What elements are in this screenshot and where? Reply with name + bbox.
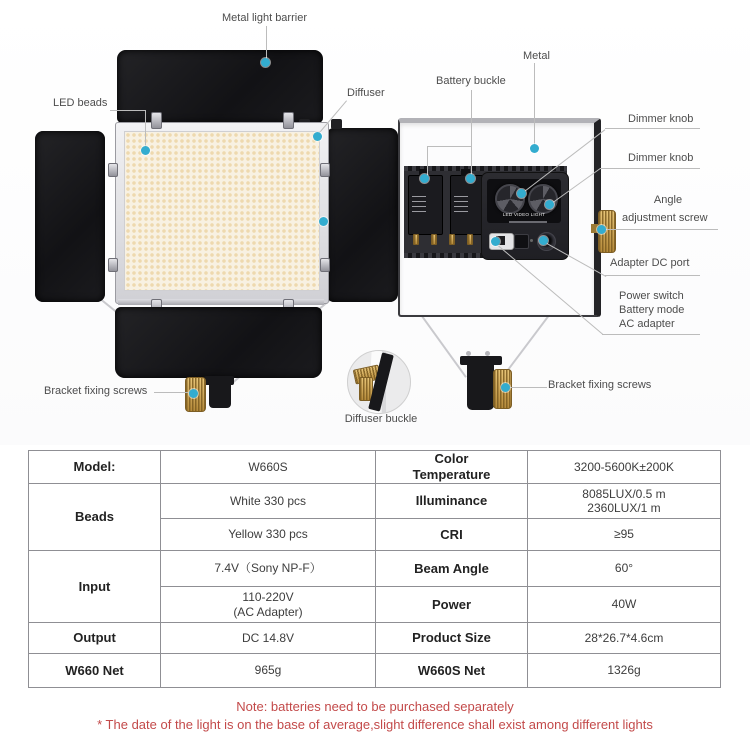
callout-dot-metal-light-barrier bbox=[261, 58, 270, 67]
label-bracket-fixing-screws-left: Bracket fixing screws bbox=[44, 385, 148, 397]
bracket-plate-back bbox=[460, 356, 502, 365]
hinge-clip bbox=[283, 112, 294, 129]
bracket-screw-head bbox=[466, 351, 471, 356]
spec-output-label: Output bbox=[29, 623, 161, 654]
callout-dot-diffuser bbox=[313, 132, 322, 141]
callout-dot-led-beads bbox=[141, 146, 150, 155]
spec-input-value-2-line1: 110-220V bbox=[242, 590, 294, 605]
leader-line bbox=[600, 168, 700, 169]
spec-cri-label: CRI bbox=[376, 519, 528, 551]
hinge-clip bbox=[151, 112, 162, 129]
spec-w660s-net-label: W660S Net bbox=[376, 654, 528, 688]
table-row bbox=[29, 484, 721, 519]
bracket-screw-head bbox=[485, 351, 490, 356]
leader-line bbox=[427, 146, 428, 176]
label-metal-light-barrier: Metal light barrier bbox=[222, 12, 307, 24]
spec-model-value: W660S bbox=[161, 451, 376, 484]
battery-contact-pin bbox=[431, 234, 437, 245]
callout-dot-bracket-left bbox=[189, 389, 198, 398]
callout-dot-bracket-right bbox=[501, 383, 510, 392]
spec-beam-angle-value: 60° bbox=[528, 551, 721, 587]
leader-line bbox=[509, 387, 547, 388]
note-disclaimer: * The date of the light is on the base of average,slight difference shall exist among different lights bbox=[97, 717, 653, 732]
label-battery-buckle: Battery buckle bbox=[436, 75, 506, 87]
battery-plate-print bbox=[412, 196, 426, 213]
callout-dot-diffuser-buckle bbox=[319, 217, 328, 226]
leader-line bbox=[154, 392, 188, 393]
spec-w660-net-value: 965g bbox=[161, 654, 376, 688]
barn-door-right-tab bbox=[331, 119, 342, 129]
spec-product-size-label: Product Size bbox=[376, 623, 528, 654]
label-led-beads: LED beads bbox=[53, 97, 108, 109]
spec-w660-net-label: W660 Net bbox=[29, 654, 161, 688]
callout-dot-dimmer-2 bbox=[545, 200, 554, 209]
leader-line bbox=[145, 110, 146, 147]
mode-rocker[interactable] bbox=[514, 234, 529, 249]
spec-illuminance-value bbox=[528, 484, 721, 519]
spec-input-value-1: 7.4V（Sony NP-F） bbox=[161, 551, 376, 587]
label-power-switch: Power switch bbox=[619, 290, 684, 302]
note-batteries: Note: batteries need to be purchased separately bbox=[236, 699, 514, 714]
spec-beads-label: Beads bbox=[29, 484, 161, 551]
spec-input-value-2 bbox=[161, 587, 376, 623]
label-dimmer-knob-1: Dimmer knob bbox=[628, 113, 694, 125]
leader-line bbox=[534, 63, 535, 147]
label-diffuser: Diffuser bbox=[347, 87, 385, 99]
spec-beads-yellow: Yellow 330 pcs bbox=[161, 519, 376, 551]
spec-power-value: 40W bbox=[528, 587, 721, 623]
hinge-clip bbox=[320, 258, 330, 272]
battery-contact-pin bbox=[467, 234, 473, 245]
spec-product-size-value: 28*26.7*4.6cm bbox=[528, 623, 721, 654]
leader-line bbox=[427, 146, 471, 147]
spec-cri-value: ≥95 bbox=[528, 519, 721, 551]
hinge-clip bbox=[108, 258, 118, 272]
spec-w660s-net-value: 1326g bbox=[528, 654, 721, 688]
callout-dot-power-switch bbox=[491, 237, 500, 246]
panel-brand-text: LED VIDEO LIGHT bbox=[502, 212, 546, 218]
battery-plate-print bbox=[454, 196, 468, 213]
bracket-stem-back bbox=[467, 365, 494, 410]
spec-color-temp-label bbox=[376, 451, 528, 484]
label-angle-line2: adjustment screw bbox=[622, 212, 708, 224]
bracket-stem-front bbox=[209, 385, 231, 408]
callout-dot-battery-buckle-1 bbox=[420, 174, 429, 183]
spec-beads-white: White 330 pcs bbox=[161, 484, 376, 519]
table-row bbox=[29, 654, 721, 688]
diffuser-buckle-magnifier bbox=[347, 350, 411, 414]
heatsink-fins-top bbox=[404, 166, 567, 171]
spec-beam-angle-label: Beam Angle bbox=[376, 551, 528, 587]
leader-line bbox=[110, 110, 146, 111]
callout-dot-dc-port bbox=[539, 236, 548, 245]
spec-input-label: Input bbox=[29, 551, 161, 623]
spec-power-label: Power bbox=[376, 587, 528, 623]
spec-model-label: Model: bbox=[29, 451, 161, 484]
leader-line bbox=[606, 229, 718, 230]
spec-color-temp-label-line1: Color bbox=[434, 451, 469, 467]
spec-illuminance-label: Illuminance bbox=[376, 484, 528, 519]
spec-output-value: DC 14.8V bbox=[161, 623, 376, 654]
spec-input-value-2-line2: (AC Adapter) bbox=[233, 604, 303, 619]
battery-contact-pin bbox=[449, 234, 455, 245]
spec-color-temp-label-line2: Temperature bbox=[412, 467, 491, 482]
label-adapter-dc-port: Adapter DC port bbox=[610, 257, 690, 269]
callout-dot-battery-buckle-2 bbox=[466, 174, 475, 183]
indicator-dot bbox=[530, 239, 533, 242]
leader-line bbox=[471, 90, 472, 176]
label-bracket-fixing-screws-right: Bracket fixing screws bbox=[548, 379, 652, 391]
spec-table bbox=[28, 450, 721, 688]
label-angle-line1: Angle bbox=[653, 194, 683, 206]
spec-illuminance-line1: 8085LUX/0.5 m bbox=[582, 486, 666, 501]
leader-line bbox=[605, 275, 700, 276]
callout-dot-dimmer-1 bbox=[517, 189, 526, 198]
label-dimmer-knob-2: Dimmer knob bbox=[628, 152, 694, 164]
label-diffuser-buckle: Diffuser buckle bbox=[344, 413, 418, 425]
callout-dot-angle-screw bbox=[597, 225, 606, 234]
spec-illuminance-line2: 2360LUX/1 m bbox=[587, 501, 661, 515]
table-row bbox=[29, 623, 721, 654]
label-ac-adapter: AC adapter bbox=[619, 318, 675, 330]
dimmer-knob-right[interactable] bbox=[528, 184, 558, 214]
leader-line bbox=[266, 26, 267, 60]
table-row bbox=[29, 451, 721, 484]
table-row bbox=[29, 551, 721, 587]
label-battery-mode: Battery mode bbox=[619, 304, 685, 316]
leader-line bbox=[602, 334, 700, 335]
bracket-plate-front bbox=[204, 376, 234, 385]
led-bead-grid bbox=[124, 131, 320, 291]
leader-line bbox=[605, 128, 700, 129]
panel-sub-text bbox=[509, 221, 547, 223]
barn-door-left bbox=[35, 131, 105, 302]
callout-dot-metal bbox=[530, 144, 539, 153]
battery-contact-pin bbox=[413, 234, 419, 245]
barn-door-right bbox=[326, 128, 398, 302]
label-metal: Metal bbox=[523, 50, 550, 62]
spec-color-temp-value: 3200-5600K±200K bbox=[528, 451, 721, 484]
hinge-clip bbox=[108, 163, 118, 177]
barn-door-bottom bbox=[115, 307, 322, 378]
hinge-clip bbox=[320, 163, 330, 177]
